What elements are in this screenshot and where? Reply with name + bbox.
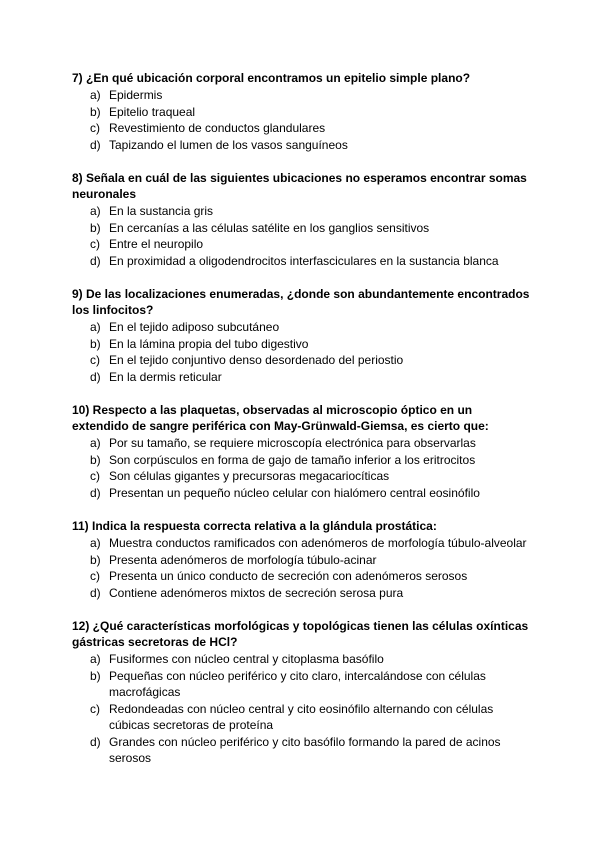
option-b [72,104,532,121]
question-title: 7) ¿En qué ubicación corporal encontramos un epitelio simple plano? [72,71,471,85]
option-text: Por su tamaño, se requiere microscopía electrónica para observarlas [109,436,476,450]
question-12 [72,618,532,767]
option-b [72,452,532,469]
option-text: Revestimiento de conductos glandulares [109,121,326,135]
option-d [72,369,532,386]
option-letter: b) [90,336,101,351]
option-text: Entre el neuropilo [109,237,204,251]
option-d [72,585,532,602]
option-letter: c) [90,569,100,583]
option-letter: a) [90,652,101,666]
option-a [72,651,532,668]
option-text: Tapizando el lumen de los vasos sanguíneos [109,137,348,152]
option-letter: c) [90,701,100,716]
option-d [72,734,532,767]
option-letter: b) [90,668,101,683]
option-c [72,120,532,137]
option-a [72,319,532,336]
options-list [72,435,532,501]
document-page [72,70,532,784]
question-8 [72,170,532,269]
option-letter: d) [90,734,101,749]
option-text: En el tejido conjuntivo denso desordenado del periostio [109,353,404,367]
option-letter: d) [90,137,101,152]
option-text: En la lámina propia del tubo digestivo [109,336,309,351]
option-text: Presenta un único conducto de secreción con adenómeros serosos [109,569,468,583]
question-title: 8) Señala en cuál de las siguientes ubicaciones no esperamos encontrar somas neuronales [72,171,527,201]
option-letter: a) [90,88,101,102]
option-c [72,236,532,253]
option-letter: b) [90,552,101,567]
question-10 [72,402,532,501]
option-text: En cercanías a las células satélite en los ganglios sensitivos [109,220,430,235]
option-a [72,535,532,552]
option-letter: d) [90,369,101,384]
option-text: Pequeñas con núcleo periférico y cito claro, intercalándose con células macrofágicas [109,668,486,699]
option-letter: c) [90,469,100,483]
option-letter: d) [90,485,101,500]
option-text: Epitelio traqueal [109,104,196,119]
option-text: Presentan un pequeño núcleo celular con hialómero central eosinófilo [109,485,480,500]
option-a [72,87,532,104]
options-list [72,535,532,601]
option-text: Son corpúsculos en forma de gajo de tamaño inferior a los eritrocitos [109,452,476,467]
option-c [72,468,532,485]
option-letter: c) [90,121,100,135]
question-title: 12) ¿Qué características morfológicas y topológicas tienen las células oxínticas gástricas secretoras de HCl? [72,619,529,649]
option-letter: d) [90,253,101,268]
option-letter: a) [90,536,101,550]
option-c [72,701,532,734]
option-text: En el tejido adiposo subcutáneo [109,320,280,334]
option-letter: b) [90,220,101,235]
option-letter: a) [90,320,101,334]
options-list [72,651,532,767]
option-b [72,220,532,237]
option-text: Grandes con núcleo periférico y cito basófilo formando la pared de acinos serosos [109,734,501,765]
question-9 [72,286,532,385]
option-text: Epidermis [109,88,163,102]
options-list [72,203,532,269]
option-letter: b) [90,104,101,119]
option-a [72,203,532,220]
option-text: Redondeadas con núcleo central y cito eosinófilo alternando con células cúbicas secretoras de proteína [109,701,494,732]
option-letter: b) [90,452,101,467]
option-letter: a) [90,436,101,450]
option-d [72,137,532,154]
option-letter: d) [90,585,101,600]
question-11 [72,518,532,601]
option-text: Muestra conductos ramificados con adenómeros de morfología túbulo-alveolar [109,536,527,550]
option-letter: c) [90,237,100,251]
option-text: Fusiformes con núcleo central y citoplasma basófilo [109,652,384,666]
option-c [72,352,532,369]
question-title: 9) De las localizaciones enumeradas, ¿donde son abundantemente encontrados los linfocitos? [72,287,530,317]
options-list [72,319,532,385]
option-text: Presenta adenómeros de morfología túbulo-acinar [109,552,377,567]
option-c [72,568,532,585]
option-d [72,485,532,502]
option-b [72,668,532,701]
question-title: 11) Indica la respuesta correcta relativa a la glándula prostática: [72,519,437,533]
option-text: Contiene adenómeros mixtos de secreción serosa pura [109,585,404,600]
option-text: En proximidad a oligodendrocitos interfasciculares en la sustancia blanca [109,253,499,268]
option-text: Son células gigantes y precursoras megacariocíticas [109,469,390,483]
option-letter: c) [90,353,100,367]
question-title: 10) Respecto a las plaquetas, observadas al microscopio óptico en un extendido de sangre periférica con May-Grünwald-Giemsa, es cierto que: [72,403,489,433]
option-text: En la dermis reticular [109,369,222,384]
question-7 [72,70,532,153]
options-list [72,87,532,153]
option-b [72,336,532,353]
option-letter: a) [90,204,101,218]
option-a [72,435,532,452]
option-d [72,253,532,270]
option-text: En la sustancia gris [109,204,214,218]
option-b [72,552,532,569]
